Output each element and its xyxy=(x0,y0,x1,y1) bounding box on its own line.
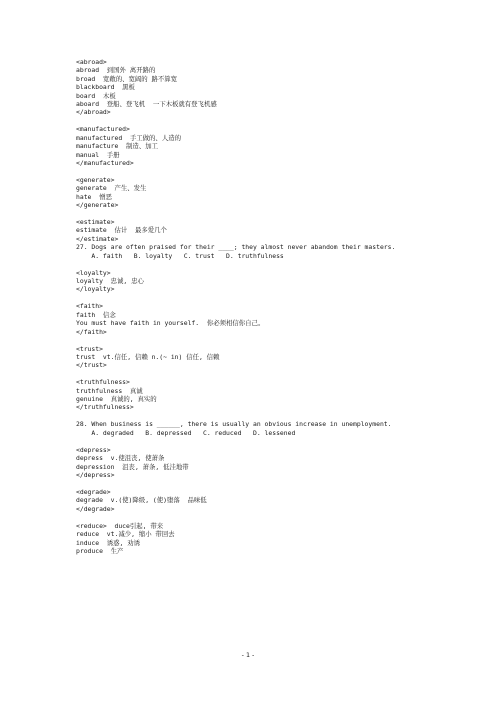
note-block xyxy=(76,446,476,480)
note-line: manufacture 制造、加工 xyxy=(76,142,158,151)
note-line: <trust> xyxy=(76,344,103,353)
block-spacer xyxy=(76,412,476,421)
note-line: </manufactured> xyxy=(76,158,134,167)
note-line: <estimate> xyxy=(76,218,115,227)
note-block xyxy=(76,218,476,260)
vocabulary-notes xyxy=(76,58,476,555)
note-line: broad 宽敞的、宽阔的 路不算宽 xyxy=(76,74,178,83)
note-line: <generate> xyxy=(76,175,115,184)
note-line: truthfulness 真诚 xyxy=(76,386,143,395)
note-line: manual 手册 xyxy=(76,150,120,159)
note-line: degrade v.(使)降级, (使)堕落 品味低 xyxy=(76,496,207,505)
note-line: </faith> xyxy=(76,327,107,336)
note-line: 28. When business is ______, there is usually an obvious increase in unemployment. xyxy=(76,420,392,429)
note-line: </generate> xyxy=(76,201,119,210)
note-line: board 木板 xyxy=(76,91,116,100)
note-line: A. faith B. loyalty C. trust D. truthfulness xyxy=(76,251,284,260)
note-line: induce 诱惑, 劝诱 xyxy=(76,538,141,547)
note-block xyxy=(76,522,476,556)
note-line: loyalty 忠诚, 忠心 xyxy=(76,276,144,285)
block-spacer xyxy=(76,437,476,446)
block-spacer xyxy=(76,336,476,345)
note-line: <loyalty> xyxy=(76,268,111,277)
block-spacer xyxy=(76,260,476,269)
note-block xyxy=(76,125,476,167)
note-line: trust vt.信任, 信赖 n.(~ in) 信任, 信赖 xyxy=(76,352,220,361)
block-spacer xyxy=(76,117,476,126)
note-block xyxy=(76,488,476,513)
note-line: </abroad> xyxy=(76,108,111,117)
note-line: </trust> xyxy=(76,361,107,370)
note-block xyxy=(76,176,476,210)
note-line: <abroad> xyxy=(76,58,107,66)
block-spacer xyxy=(76,370,476,379)
note-block xyxy=(76,345,476,370)
block-spacer xyxy=(76,513,476,522)
note-line: generate 产生、发生 xyxy=(76,184,147,193)
note-block xyxy=(76,420,476,437)
note-line: A. degraded B. depressed C. reduced D. lessened xyxy=(76,428,296,437)
note-block xyxy=(76,378,476,412)
note-line: blackboard 黑板 xyxy=(76,83,135,92)
page-number: - 1 - xyxy=(241,651,255,659)
note-line: <depress> xyxy=(76,445,111,454)
note-line: <manufactured> xyxy=(76,125,130,134)
note-line: estimate 估计 最多爱几个 xyxy=(76,226,167,235)
note-line: </depress> xyxy=(76,470,115,479)
note-line: aboard 登船、登飞机 一下木板就有登飞机感 xyxy=(76,99,217,108)
note-line: 27. Dogs are often praised for their ____; they almost never abandom their masters. xyxy=(76,243,396,252)
block-spacer xyxy=(76,479,476,488)
note-line: genuine 真诚的, 真实的 xyxy=(76,395,157,404)
note-line: <reduce> duce引起, 带来 xyxy=(76,521,164,530)
note-line: reduce vt.减少, 缩小 带回去 xyxy=(76,530,175,539)
block-spacer xyxy=(76,209,476,218)
note-block xyxy=(76,302,476,336)
note-line: </estimate> xyxy=(76,234,119,243)
note-block xyxy=(76,58,476,117)
note-line: depress v.使沮丧, 使萧条 xyxy=(76,454,165,463)
note-line: <truthfulness> xyxy=(76,378,130,387)
note-line: <degrade> xyxy=(76,487,111,496)
note-line: <faith> xyxy=(76,302,103,311)
note-line: hate 憎恶 xyxy=(76,192,112,201)
note-line: You must have faith in yourself. 你必须相信你自己。 xyxy=(76,319,265,328)
note-line: abroad 到国外 离开路的 xyxy=(76,66,156,75)
note-block xyxy=(76,269,476,294)
note-line: depression 沮丧, 萧条, 低洼地带 xyxy=(76,462,189,471)
note-line: manufactured 手工做的、人造的 xyxy=(76,133,181,142)
note-line: </degrade> xyxy=(76,504,115,513)
note-line: </loyalty> xyxy=(76,285,115,294)
note-line: faith 信念 xyxy=(76,310,116,319)
block-spacer xyxy=(76,167,476,176)
note-line: </truthfulness> xyxy=(76,403,134,412)
block-spacer xyxy=(76,294,476,303)
note-line: produce 生产 xyxy=(76,546,124,555)
